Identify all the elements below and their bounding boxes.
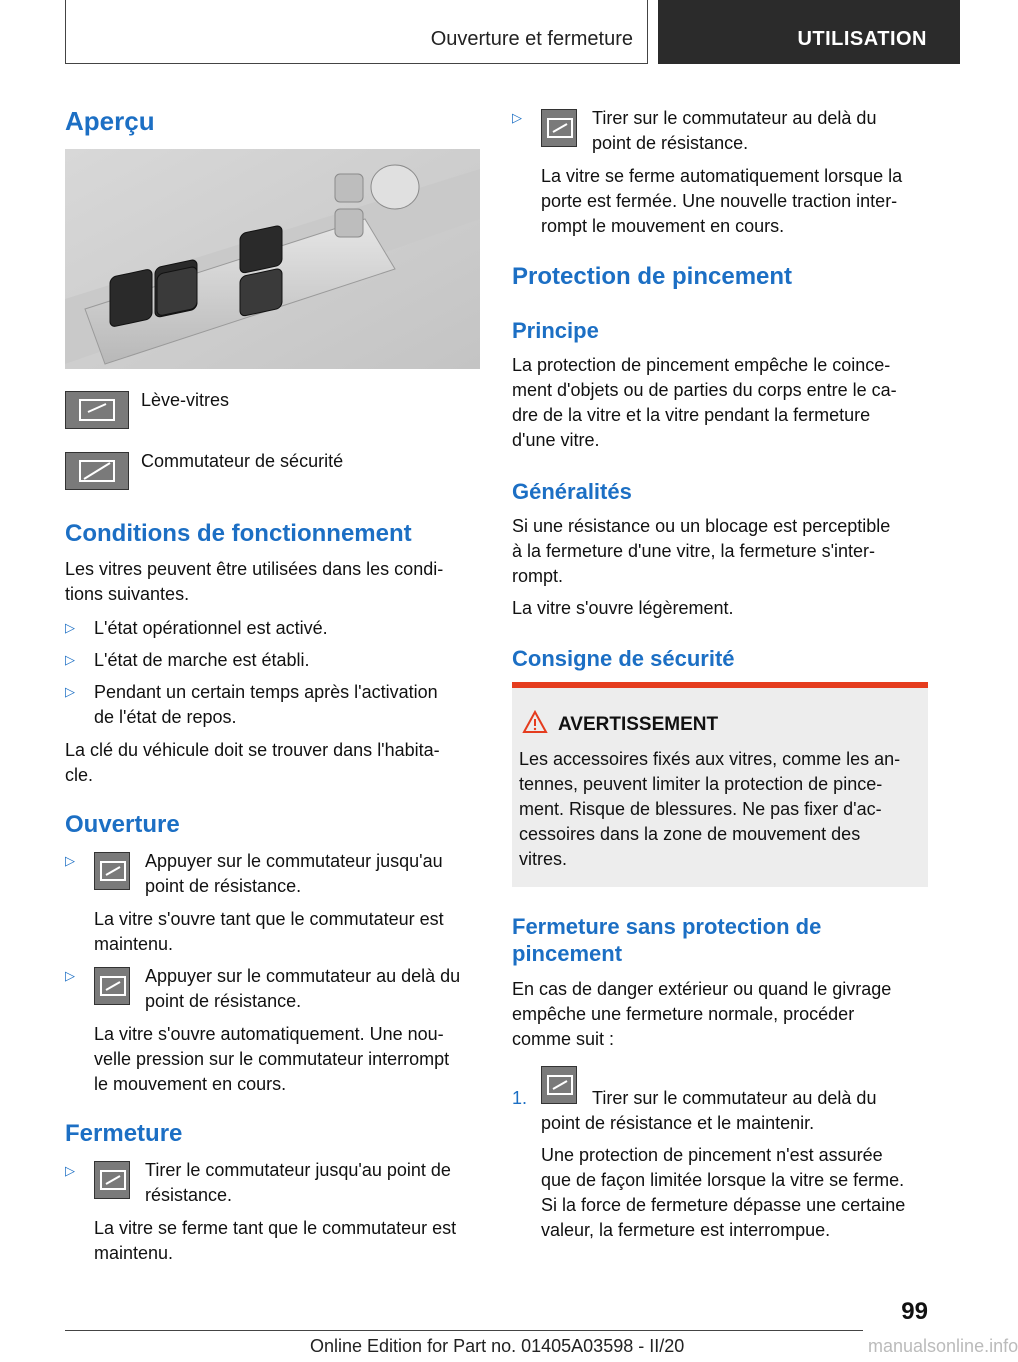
generalites-line3: rompt. bbox=[512, 566, 564, 586]
watermark: manualsonline.info bbox=[868, 1336, 1018, 1356]
ouverture-step2-line2: point de résistance. bbox=[145, 991, 302, 1011]
protection-title: Protection de pincement bbox=[512, 263, 793, 290]
conditions-intro-1: Les vitres peuvent être utilisées dans les condi- bbox=[65, 559, 444, 579]
page-number: 99 bbox=[901, 1298, 928, 1325]
generalites-line4: La vitre s'ouvre légèrement. bbox=[512, 598, 734, 618]
triangle-right-icon: ▷ bbox=[65, 652, 75, 667]
sans-protection-intro-1: En cas de danger extérieur ou quand le givrage bbox=[512, 979, 892, 999]
window-switch-icon bbox=[94, 852, 130, 890]
sans-protection-result2: que de façon limitée lorsque la vitre se ferme. bbox=[541, 1170, 905, 1190]
triangle-right-icon: ▷ bbox=[65, 684, 75, 699]
warning-box bbox=[512, 682, 928, 887]
condition-2: L'état de marche est établi. bbox=[94, 650, 310, 670]
sans-protection-step-line1: Tirer sur le commutateur au delà du bbox=[592, 1088, 877, 1108]
fermeture-title: Fermeture bbox=[65, 1120, 183, 1147]
triangle-right-icon: ▷ bbox=[65, 1163, 75, 1178]
apercu-item-lever: Lève-vitres bbox=[141, 390, 230, 410]
fermeture-step1-line1: Tirer le commutateur jusqu'au point de bbox=[145, 1160, 451, 1180]
ouverture-step2-result2: velle pression sur le commutateur interrompt bbox=[94, 1049, 450, 1069]
fermeture-step2-result1: La vitre se ferme automatiquement lorsque la bbox=[541, 166, 903, 186]
header-chapter-tab bbox=[658, 0, 960, 64]
principe-line3: dre de la vitre et la vitre pendant la fermeture bbox=[512, 405, 871, 425]
condition-3-line2: de l'état de repos. bbox=[94, 707, 237, 727]
principe-line1: La protection de pincement empêche le coince- bbox=[512, 355, 891, 375]
window-switch-icon bbox=[94, 1161, 130, 1199]
ouverture-step1-line1: Appuyer sur le commutateur jusqu'au bbox=[145, 851, 443, 871]
sans-protection-result3: Si la force de fermeture dépasse une certaine bbox=[541, 1195, 906, 1215]
condition-3-line1: Pendant un certain temps après l'activation bbox=[94, 682, 438, 702]
sans-protection-title-2: pincement bbox=[512, 941, 623, 966]
principe-title: Principe bbox=[512, 318, 599, 343]
principe-line2: ment d'objets ou de parties du corps entre le ca- bbox=[512, 380, 897, 400]
condition-1: L'état opérationnel est activé. bbox=[94, 618, 328, 638]
footer-divider bbox=[65, 1330, 863, 1331]
apercu-title: Aperçu bbox=[65, 106, 155, 136]
warning-line2: tennes, peuvent limiter la protection de pince- bbox=[519, 774, 883, 794]
apercu-item-safety: Commutateur de sécurité bbox=[141, 451, 344, 471]
fermeture-step1-line2: résistance. bbox=[145, 1185, 233, 1205]
ouverture-step1-result1: La vitre s'ouvre tant que le commutateur est bbox=[94, 909, 444, 929]
window-switch-icon bbox=[65, 391, 129, 429]
warning-line5: vitres. bbox=[519, 849, 568, 869]
ouverture-title: Ouverture bbox=[65, 811, 180, 838]
warning-line1: Les accessoires fixés aux vitres, comme les an- bbox=[519, 749, 901, 769]
consigne-title: Consigne de sécurité bbox=[512, 646, 735, 671]
conditions-note-2: cle. bbox=[65, 765, 94, 785]
warning-line4: cessoires dans la zone de mouvement des bbox=[519, 824, 861, 844]
sans-protection-title-1: Fermeture sans protection de bbox=[512, 914, 822, 939]
ouverture-step2-line1: Appuyer sur le commutateur au delà du bbox=[145, 966, 461, 986]
fermeture-step1-result2: maintenu. bbox=[94, 1243, 174, 1263]
conditions-note-1: La clé du véhicule doit se trouver dans l'habita- bbox=[65, 740, 440, 760]
fermeture-step2-result2: porte est fermée. Une nouvelle traction inter- bbox=[541, 191, 898, 211]
ouverture-step2-result3: le mouvement en cours. bbox=[94, 1074, 287, 1094]
fermeture-step2-result3: rompt le mouvement en cours. bbox=[541, 216, 785, 236]
safety-switch-icon bbox=[65, 452, 129, 490]
ouverture-step1-line2: point de résistance. bbox=[145, 876, 302, 896]
window-switch-icon bbox=[541, 1066, 577, 1104]
window-switch-icon bbox=[94, 967, 130, 1005]
warning-label: AVERTISSEMENT bbox=[558, 714, 719, 735]
window-switch-icon bbox=[541, 109, 577, 147]
sans-protection-result1: Une protection de pincement n'est assurée bbox=[541, 1145, 883, 1165]
fermeture-step2-line2: point de résistance. bbox=[592, 133, 749, 153]
header-chapter-title: UTILISATION bbox=[797, 28, 927, 50]
warning-line3: ment. Risque de blessures. Ne pas fixer d'ac- bbox=[519, 799, 882, 819]
conditions-intro-2: tions suivantes. bbox=[65, 584, 190, 604]
sans-protection-intro-2: empêche une fermeture normale, procéder bbox=[512, 1004, 855, 1024]
generalites-title: Généralités bbox=[512, 479, 632, 504]
generalites-line2: à la fermeture d'une vitre, la fermeture s'inter- bbox=[512, 541, 876, 561]
footer-edition: Online Edition for Part no. 01405A03598 - II/20 bbox=[310, 1336, 685, 1356]
triangle-right-icon: ▷ bbox=[65, 620, 75, 635]
fermeture-step1-result1: La vitre se ferme tant que le commutateur est bbox=[94, 1218, 457, 1238]
header-section-title: Ouverture et fermeture bbox=[430, 28, 633, 50]
sans-protection-intro-3: comme suit : bbox=[512, 1029, 615, 1049]
window-switches-photo bbox=[65, 149, 480, 369]
triangle-right-icon: ▷ bbox=[512, 110, 522, 125]
header-section-tab bbox=[65, 0, 648, 64]
generalites-line1: Si une résistance ou un blocage est perceptible bbox=[512, 516, 891, 536]
fermeture-step2-line1: Tirer sur le commutateur au delà du bbox=[592, 108, 877, 128]
sans-protection-result4: valeur, la fermeture est interrompue. bbox=[541, 1220, 831, 1240]
ouverture-step1-result2: maintenu. bbox=[94, 934, 174, 954]
sans-protection-step-line2: point de résistance et le maintenir. bbox=[541, 1113, 815, 1133]
step-number: 1. bbox=[512, 1088, 528, 1108]
principe-line4: d'une vitre. bbox=[512, 430, 600, 450]
ouverture-step2-result1: La vitre s'ouvre automatiquement. Une nou- bbox=[94, 1024, 444, 1044]
triangle-right-icon: ▷ bbox=[65, 968, 75, 983]
conditions-title: Conditions de fonctionnement bbox=[65, 520, 412, 547]
warning-triangle-icon bbox=[522, 710, 548, 739]
triangle-right-icon: ▷ bbox=[65, 853, 75, 868]
